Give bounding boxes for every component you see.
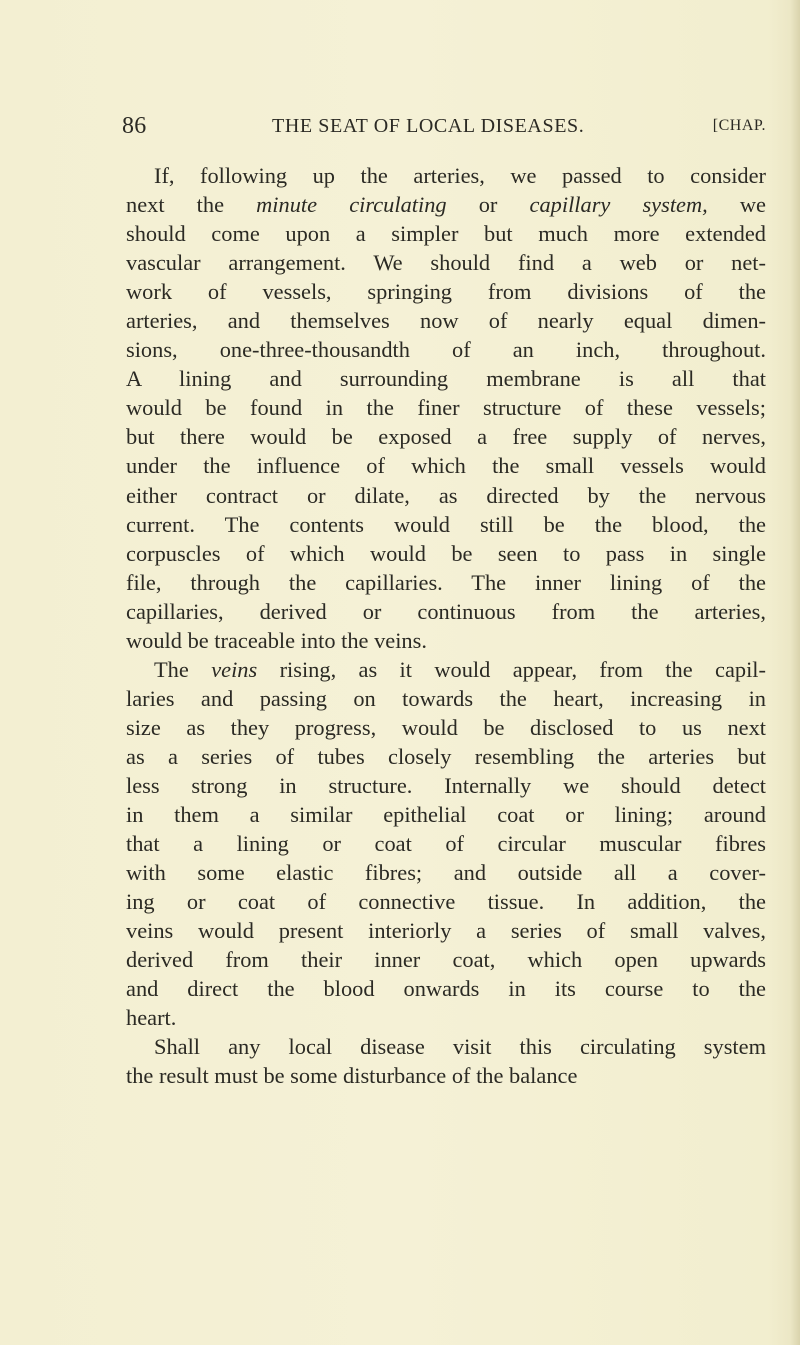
italic-term: minute circulating bbox=[256, 192, 447, 218]
text-line bbox=[126, 451, 766, 480]
text-line bbox=[126, 597, 766, 626]
text-line bbox=[126, 887, 766, 916]
text-segment: heart. bbox=[126, 1005, 177, 1031]
text-line bbox=[126, 364, 766, 393]
text-segment: If, following up the arteries, we passed to consider bbox=[154, 163, 766, 188]
text-line bbox=[126, 190, 766, 219]
italic-term: veins bbox=[211, 656, 258, 682]
text-line bbox=[126, 742, 766, 771]
text-segment: Shall any local disease visit this circulating system bbox=[154, 1034, 766, 1060]
text-segment: The bbox=[154, 656, 212, 682]
text-line bbox=[126, 510, 766, 539]
text-line bbox=[126, 393, 766, 422]
text-line bbox=[126, 248, 766, 277]
text-segment: veins would present interiorly a series of small valves, bbox=[126, 918, 766, 944]
text-line bbox=[126, 829, 766, 858]
paragraph bbox=[126, 655, 766, 1033]
text-segment: with some elastic fibres; and outside all a cover- bbox=[126, 860, 766, 886]
text-segment: next the bbox=[126, 192, 257, 218]
text-segment: A lining and surrounding membrane is all that bbox=[126, 366, 766, 392]
text-segment: that a lining or coat of circular muscular fibres bbox=[126, 831, 766, 857]
text-segment: would be found in the finer structure of these vessels; bbox=[126, 395, 766, 421]
text-segment: ing or coat of connective tissue. In addition, the bbox=[126, 889, 766, 915]
page-header bbox=[122, 113, 772, 143]
text-segment: under the influence of which the small vessels would bbox=[126, 453, 766, 479]
text-line bbox=[126, 161, 766, 190]
text-segment: capillaries, derived or continuous from the arteries, bbox=[126, 598, 766, 624]
text-segment: file, through the capillaries. The inner lining of the bbox=[126, 569, 766, 595]
text-line bbox=[126, 713, 766, 742]
text-segment: derived from their inner coat, which open upwards bbox=[126, 947, 766, 973]
text-segment: but there would be exposed a free supply of nerves, bbox=[126, 424, 766, 450]
text-line bbox=[126, 219, 766, 248]
text-segment: in them a similar epithelial coat or lining; around bbox=[126, 802, 766, 828]
text-line bbox=[126, 626, 766, 655]
text-segment: the result must be some disturbance of the balance bbox=[126, 1063, 578, 1089]
text-line bbox=[126, 568, 766, 597]
text-segment: arteries, and themselves now of nearly equal dimen- bbox=[126, 308, 766, 334]
text-segment: should come upon a simpler but much more extended bbox=[126, 221, 766, 247]
paragraph bbox=[126, 161, 766, 655]
text-segment: would be traceable into the veins. bbox=[126, 627, 427, 653]
text-line bbox=[126, 481, 766, 510]
text-line bbox=[126, 916, 766, 945]
text-line bbox=[126, 945, 766, 974]
page-edge-shadow bbox=[790, 0, 800, 1345]
text-line bbox=[126, 655, 766, 684]
text-segment: sions, one-three-thousandth of an inch, throughout. bbox=[126, 337, 766, 363]
text-segment: either contract or dilate, as directed by the nervous bbox=[126, 482, 766, 508]
italic-term: capillary system, bbox=[529, 192, 708, 218]
text-line bbox=[126, 306, 766, 335]
page-number: 86 bbox=[122, 113, 147, 139]
text-segment: current. The contents would still be the blood, the bbox=[126, 511, 766, 537]
text-line bbox=[126, 539, 766, 568]
text-line bbox=[126, 771, 766, 800]
text-segment: work of vessels, springing from divisions of the bbox=[126, 279, 766, 305]
text-line bbox=[126, 858, 766, 887]
text-line bbox=[126, 277, 766, 306]
text-line bbox=[126, 422, 766, 451]
text-line bbox=[126, 1003, 766, 1032]
paragraph bbox=[126, 1032, 766, 1090]
text-line bbox=[126, 335, 766, 364]
body-text bbox=[126, 161, 766, 1091]
text-line bbox=[126, 974, 766, 1003]
text-segment: corpuscles of which would be seen to pass in single bbox=[126, 540, 766, 566]
text-segment: and direct the blood onwards in its course to the bbox=[126, 976, 766, 1002]
chapter-marker: [CHAP. bbox=[712, 117, 766, 134]
text-segment: size as they progress, would be disclosed to us next bbox=[126, 714, 766, 740]
text-line bbox=[126, 684, 766, 713]
text-line bbox=[126, 1032, 766, 1061]
running-title: THE SEAT OF LOCAL DISEASES. bbox=[272, 115, 585, 137]
text-segment: as a series of tubes closely resembling the arteries but bbox=[126, 743, 766, 769]
text-segment: or bbox=[446, 192, 530, 218]
text-segment: laries and passing on towards the heart, increasing in bbox=[126, 685, 766, 711]
text-line bbox=[126, 1061, 766, 1090]
text-segment: rising, as it would appear, from the capil- bbox=[257, 656, 766, 682]
text-segment: less strong in structure. Internally we should detect bbox=[126, 772, 766, 798]
text-line bbox=[126, 800, 766, 829]
text-segment: vascular arrangement. We should find a web or net- bbox=[126, 250, 766, 276]
text-segment: we bbox=[707, 192, 766, 218]
